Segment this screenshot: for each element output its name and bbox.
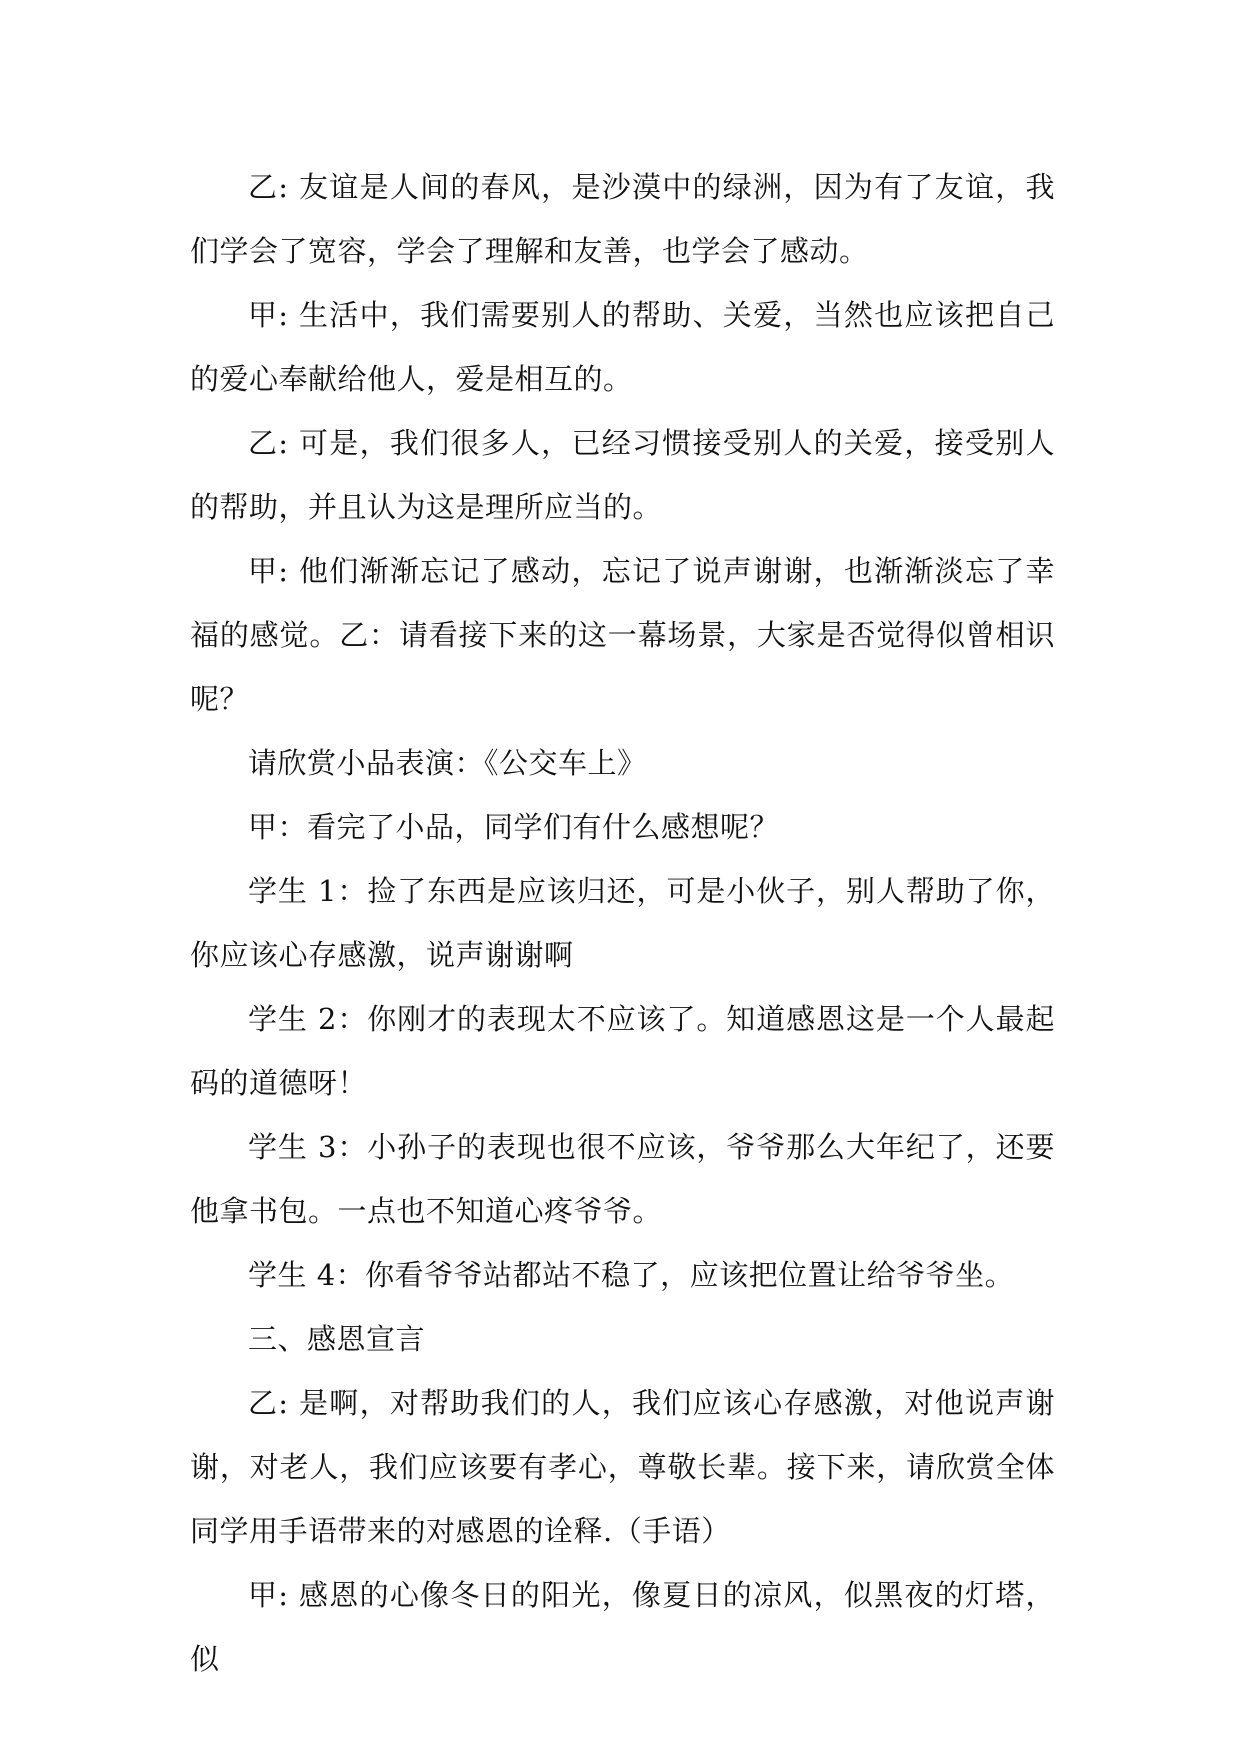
paragraph-5: 请欣赏小品表演：《公交车上》 bbox=[248, 746, 647, 780]
paragraph-7: 学生 1：捡了东西是应该归还，可是小伙子，别人帮助了你，你应该心存感激，说声谢谢啊 bbox=[190, 874, 1055, 972]
paragraph-8: 学生 2：你刚才的表现太不应该了。知道感恩这是一个人最起码的道德呀！ bbox=[190, 1002, 1055, 1100]
paragraph-10: 学生 4：你看爷爷站都站不稳了，应该把位置让给爷爷坐。 bbox=[248, 1258, 1015, 1292]
paragraph-6: 甲：看完了小品，同学们有什么感想呢？ bbox=[248, 810, 780, 844]
paragraph-1: 乙: 友谊是人间的春风，是沙漠中的绿洲，因为有了友谊，我们学会了宽容，学会了理解和友善，也学会了感动。 bbox=[190, 170, 1055, 268]
paragraph-12: 乙: 是啊，对帮助我们的人，我们应该心存感激，对他说声谢谢，对老人，我们应该要有孝心，尊敬长辈。接下来，请欣赏全体同学用手语带来的对感恩的诠释.（手语） bbox=[190, 1386, 1055, 1548]
paragraph-13: 甲: 感恩的心像冬日的阳光，像夏日的凉风，似黑夜的灯塔，似 bbox=[190, 1578, 1055, 1676]
paragraph-9: 学生 3：小孙子的表现也很不应该，爷爷那么大年纪了，还要他拿书包。一点也不知道心疼爷爷。 bbox=[190, 1130, 1055, 1228]
paragraph-4: 甲: 他们渐渐忘记了感动，忘记了说声谢谢，也渐渐淡忘了幸福的感觉。乙：请看接下来的这一幕场景，大家是否觉得似曾相识呢？ bbox=[190, 554, 1055, 716]
document-body bbox=[190, 155, 1055, 1691]
section-heading: 三、感恩宣言 bbox=[248, 1322, 426, 1356]
paragraph-2: 甲: 生活中，我们需要别人的帮助、关爱，当然也应该把自己的爱心奉献给他人，爱是相互的。 bbox=[190, 298, 1055, 396]
paragraph-3: 乙: 可是，我们很多人，已经习惯接受别人的关爱，接受别人的帮助，并且认为这是理所应当的。 bbox=[190, 426, 1055, 524]
